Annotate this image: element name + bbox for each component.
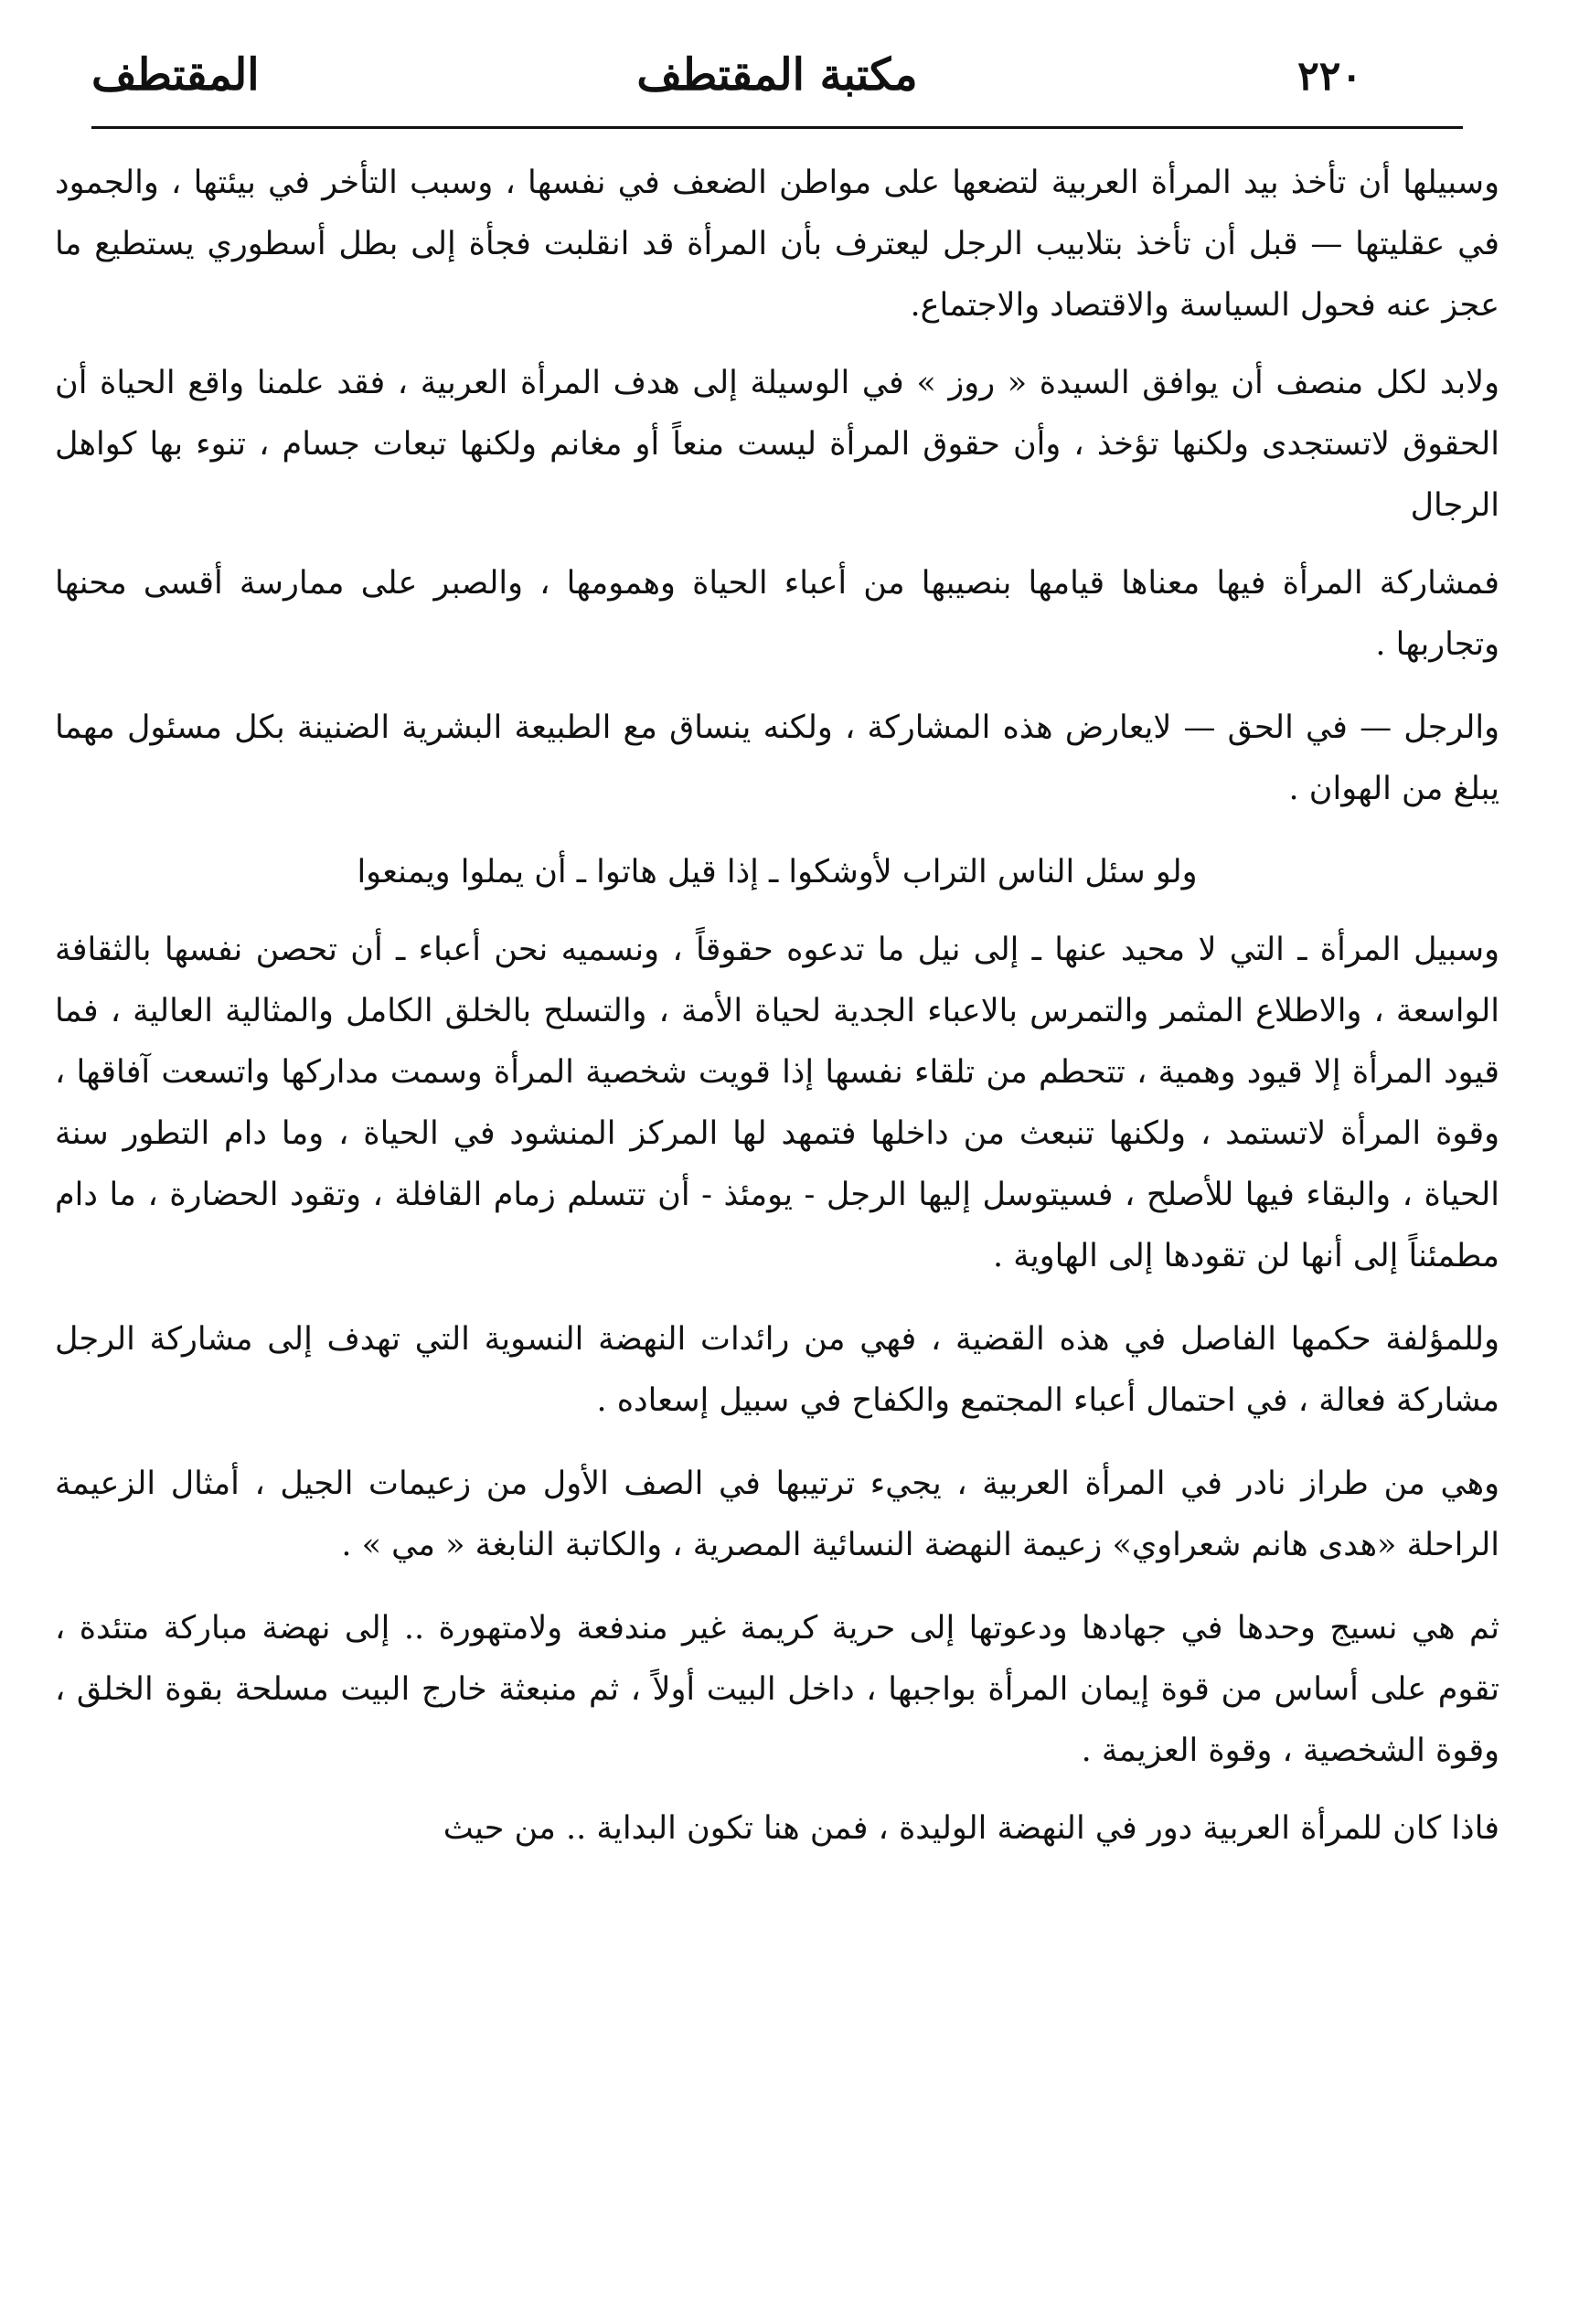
article-body bbox=[55, 153, 1499, 1860]
book-page bbox=[55, 37, 1499, 2295]
paragraph: فاذا كان للمرأة العربية دور في النهضة الوليدة ، فمن هنا تكون البداية .. من حيث bbox=[443, 1810, 1499, 1847]
paragraph: والرجل — في الحق — لايعارض هذه المشاركة ، ولكنه ينساق مع الطبيعة البشرية الضنينة بكل مسئول مهما يبلغ من الهوان . bbox=[55, 709, 1499, 807]
page-number: ٢٢٠ bbox=[1297, 53, 1362, 100]
poetry-verse: ولو سئل الناس التراب لأوشكوا ـ إذا قيل هاتوا ـ أن يملوا ويمنعوا bbox=[357, 854, 1198, 890]
paragraph: ولابد لكل منصف أن يوافق السيدة « روز » في الوسيلة إلى هدف المرأة العربية ، فقد علمنا واقع الحياة أن الحقوق لاتستجدى ولكنها تؤخذ ، وأن حقوق المرأة ليست منعاً أو مغانم ولكنها تبعات جسام ، تنوء بها كواهل الرجال bbox=[55, 365, 1499, 524]
page-header bbox=[55, 37, 1499, 119]
paragraph: وللمؤلفة حكمها الفاصل في هذه القضية ، فهي من رائدات النهضة النسوية التي تهدف إلى مشاركة الرجل مشاركة فعالة ، في احتمال أعباء المجتمع والكفاح في سبيل إسعاده . bbox=[55, 1321, 1499, 1419]
header-rule bbox=[91, 126, 1463, 129]
journal-name: المقتطف bbox=[91, 49, 260, 101]
paragraph: وسبيلها أن تأخذ بيد المرأة العربية لتضعها على مواطن الضعف في نفسها ، وسبب التأخر في بيئتها ، والجمود في عقليتها — قبل أن تأخذ بتلابيب الرجل ليعترف بأن المرأة قد انقلبت فجأة إلى بطل أسطوري يستطيع ما عجز عنه فحول السياسة والاقتصاد والاجتماع. bbox=[55, 165, 1499, 324]
section-title: مكتبة المقتطف bbox=[636, 49, 918, 101]
paragraph: ثم هي نسيج وحدها في جهادها ودعوتها إلى حرية كريمة غير مندفعة ولامتهورة .. إلى نهضة مباركة متئدة ، تقوم على أساس من قوة إيمان المرأة بواجبها ، داخل البيت أولاً ، ثم منبعثة خارج البيت مسلحة بقوة الخلق ، وقوة الشخصية ، وقوة العزيمة . bbox=[55, 1610, 1499, 1769]
paragraph: وسبيل المرأة ـ التي لا محيد عنها ـ إلى نيل ما تدعوه حقوقاً ، ونسميه نحن أعباء ـ أن تحصن نفسها بالثقافة الواسعة ، والاطلاع المثمر والتمرس بالاعباء الجدية لحياة الأمة ، والتسلح بالخلق الكامل والمثالية العالية ، فما قيود المرأة إلا قيود وهمية ، تتحطم من تلقاء نفسها إذا قويت شخصية المرأة وسمت مداركها واتسعت آفاقها ، وقوة المرأة لاتستمد ، ولكنها تنبعث من داخلها فتمهد لها المركز المنشود في الحياة ، وما دام التطور سنة الحياة ، والبقاء فيها للأصلح ، فسيتوسل إليها الرجل - يومئذ - أن تتسلم زمام القافلة ، وتقود الحضارة ، ما دام مطمئناً إلى أنها لن تقودها إلى الهاوية . bbox=[55, 932, 1499, 1274]
paragraph: فمشاركة المرأة فيها معناها قيامها بنصيبها من أعباء الحياة وهمومها ، والصبر على ممارسة أقسى محنها وتجاربها . bbox=[55, 565, 1499, 663]
paragraph: وهي من طراز نادر في المرأة العربية ، يجيء ترتيبها في الصف الأول من زعيمات الجيل ، أمثال الزعيمة الراحلة «هدى هانم شعراوي» زعيمة النهضة النسائية المصرية ، والكاتبة النابغة « مي » . bbox=[55, 1466, 1499, 1563]
